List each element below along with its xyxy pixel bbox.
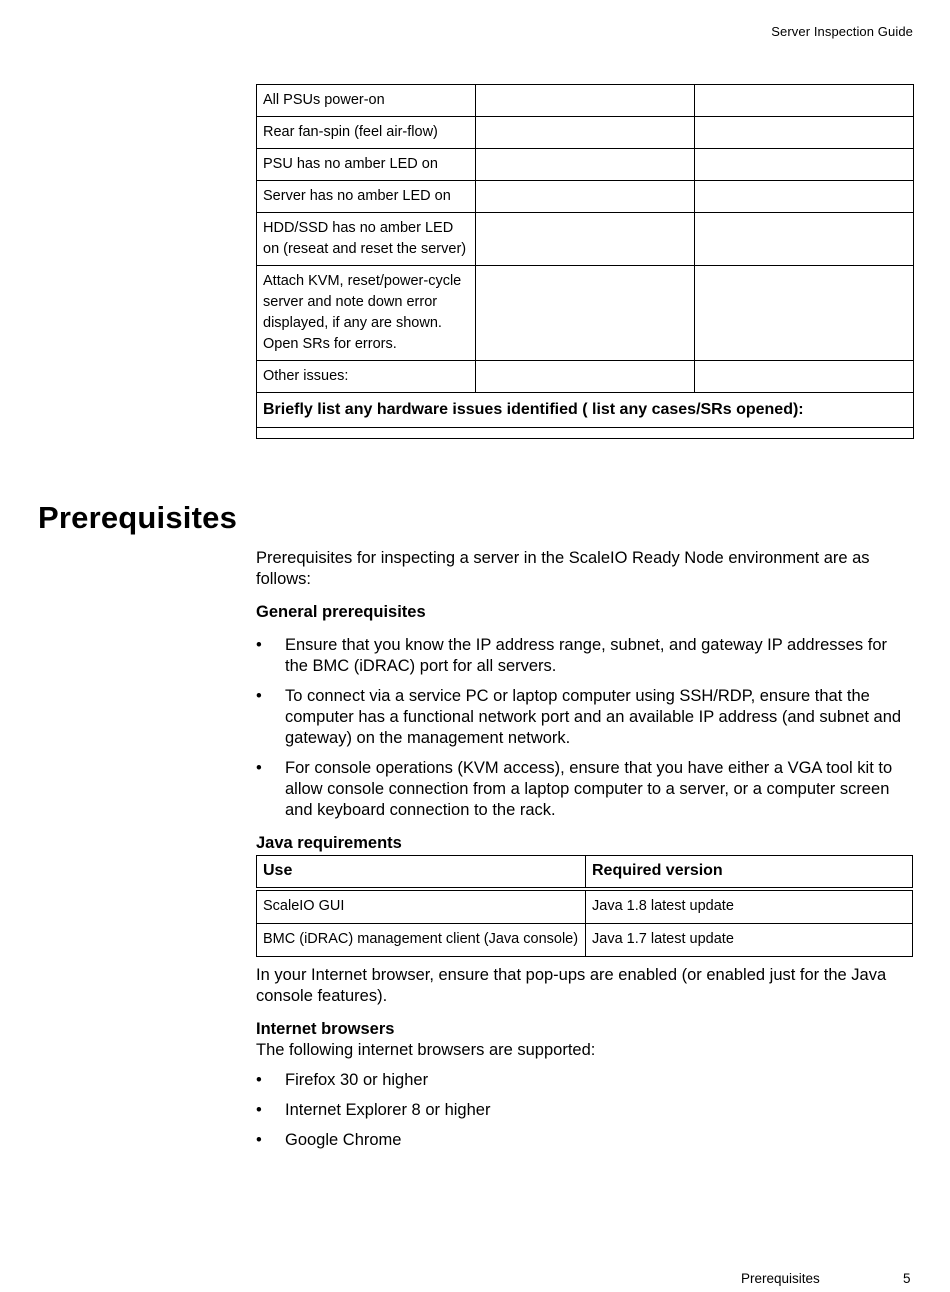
checklist-item: Rear fan-spin (feel air-flow)	[257, 117, 476, 149]
table-row	[257, 889, 913, 924]
list-item: • Ensure that you know the IP address range, subnet, and gateway IP addresses for the BMC (iDRAC) port for all servers.	[256, 635, 913, 677]
checklist-cell	[695, 149, 914, 181]
java-requirements-table	[256, 855, 913, 957]
checklist-cell	[476, 181, 695, 213]
checklist-cell	[695, 361, 914, 393]
version-cell: Java 1.7 latest update	[586, 924, 913, 957]
running-header-title: Server Inspection Guide	[771, 24, 913, 39]
checklist-cell	[476, 361, 695, 393]
intro-paragraph: Prerequisites for inspecting a server in the ScaleIO Ready Node environment are as follows:	[256, 549, 870, 588]
general-prerequisites-heading: General prerequisites	[256, 603, 426, 621]
table-row	[257, 181, 914, 213]
table-header-row	[257, 856, 913, 890]
checklist-cell	[695, 181, 914, 213]
prerequisites-body	[256, 548, 913, 1160]
table-row	[257, 213, 914, 266]
list-item: • To connect via a service PC or laptop computer using SSH/RDP, ensure that the computer has a functional network port and an available IP address (and subnet and gateway) on the management network.	[256, 686, 913, 749]
general-prerequisites-list	[256, 635, 913, 821]
table-row	[257, 266, 914, 361]
checklist-cell	[476, 266, 695, 361]
section-title: Prerequisites	[38, 500, 238, 535]
table-row	[257, 924, 913, 957]
hardware-issues-entry-cell	[257, 428, 914, 439]
checklist-cell	[476, 85, 695, 117]
list-item: • Firefox 30 or higher	[256, 1070, 913, 1091]
table-row	[257, 149, 914, 181]
checklist-item: All PSUs power-on	[257, 85, 476, 117]
page-number: 5	[903, 1271, 911, 1286]
checklist-cell	[476, 213, 695, 266]
checklist-item: Other issues:	[257, 361, 476, 393]
supported-browsers-list	[256, 1070, 913, 1151]
java-requirements-heading: Java requirements	[256, 834, 402, 852]
table-row	[257, 85, 914, 117]
internet-browsers-heading: Internet browsers	[256, 1020, 395, 1038]
version-cell: Java 1.8 latest update	[586, 889, 913, 924]
list-item: • Google Chrome	[256, 1130, 913, 1151]
column-header-use: Use	[257, 856, 586, 890]
browsers-intro: The following internet browsers are supported:	[256, 1041, 596, 1059]
table-row	[257, 393, 914, 428]
column-header-required-version: Required version	[586, 856, 913, 890]
use-cell: BMC (iDRAC) management client (Java console)	[257, 924, 586, 957]
popups-note: In your Internet browser, ensure that pop-ups are enabled (or enabled just for the Java console features).	[256, 966, 887, 1005]
inspection-checklist-table	[256, 84, 913, 439]
footer-section-label: Prerequisites	[741, 1271, 820, 1286]
table-row	[257, 117, 914, 149]
checklist-cell	[695, 266, 914, 361]
table-row	[257, 361, 914, 393]
checklist-item: Server has no amber LED on	[257, 181, 476, 213]
checklist-cell	[695, 213, 914, 266]
checklist-cell	[695, 117, 914, 149]
list-item: • Internet Explorer 8 or higher	[256, 1100, 913, 1121]
use-cell: ScaleIO GUI	[257, 889, 586, 924]
checklist-item: HDD/SSD has no amber LED on (reseat and reset the server)	[257, 213, 476, 266]
table-row	[257, 428, 914, 439]
checklist-item: Attach KVM, reset/power-cycle server and note down error displayed, if any are shown. Open SRs for errors.	[257, 266, 476, 361]
list-item: • For console operations (KVM access), ensure that you have either a VGA tool kit to allow console connection from a laptop computer to a server, or a computer screen and keyboard connection to the rack.	[256, 758, 913, 821]
checklist-cell	[476, 117, 695, 149]
checklist-cell	[476, 149, 695, 181]
checklist-item: PSU has no amber LED on	[257, 149, 476, 181]
hardware-issues-summary-label: Briefly list any hardware issues identified ( list any cases/SRs opened):	[257, 393, 914, 428]
checklist-cell	[695, 85, 914, 117]
